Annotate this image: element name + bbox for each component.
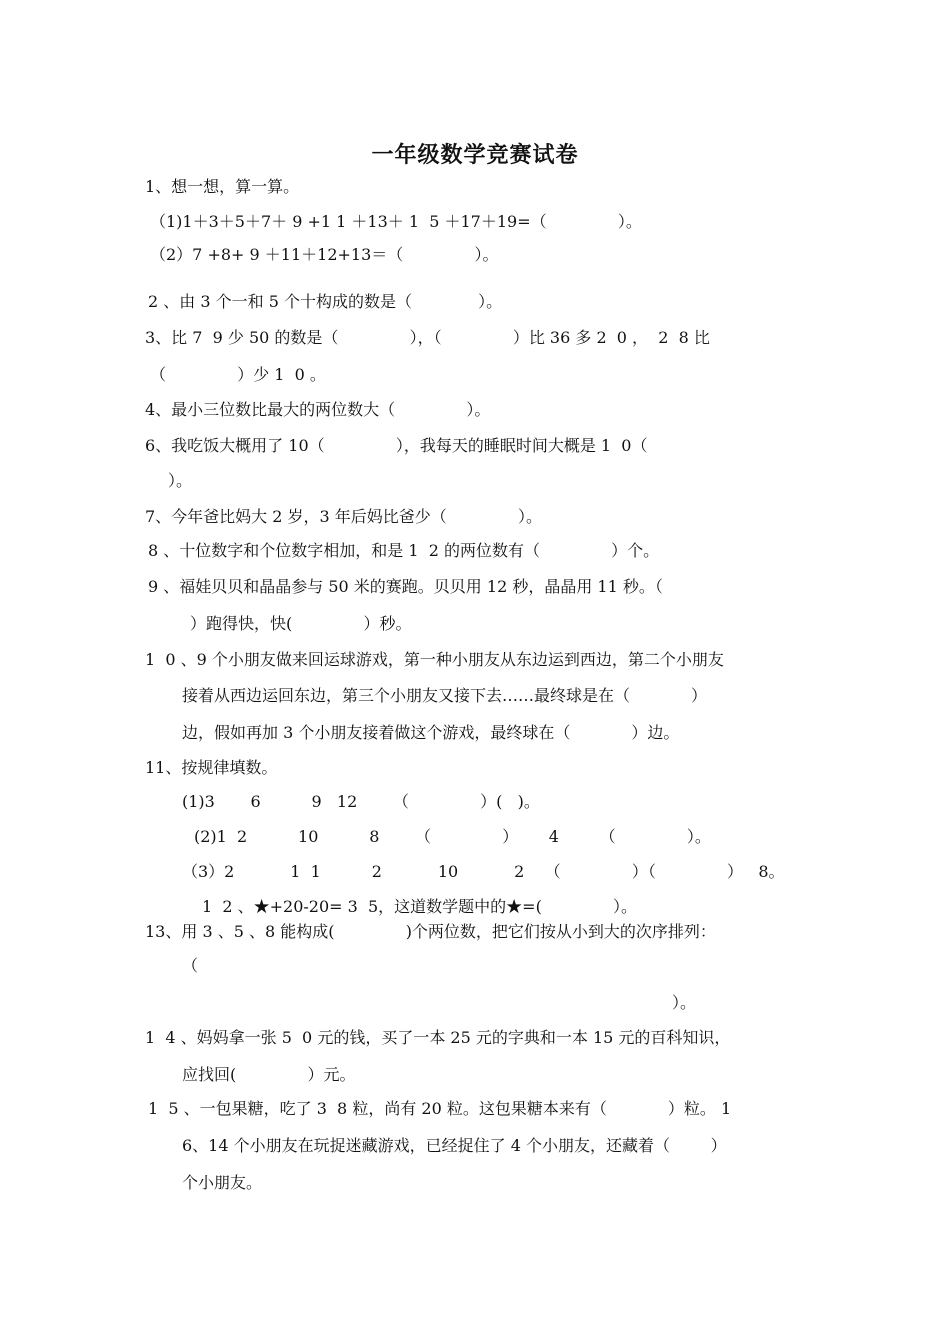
question-12: 1 2 、★+20-20= 3 5，这道数学题中的★=( ）。 — [202, 897, 638, 916]
question-1-part-2: （2）7 +8+ 9 ＋11＋12+13＝（ ）。 — [150, 245, 499, 264]
question-14-line-2: 应找回( ）元。 — [182, 1065, 356, 1084]
question-4: 4、最小三位数比最大的两位数大（ ）。 — [145, 400, 491, 419]
question-9-line-2: ）跑得快，快( ）秒。 — [190, 614, 412, 633]
question-1: 1、想一想，算一算。 — [145, 177, 300, 196]
question-13-line-2: （ — [182, 956, 199, 975]
page-title: 一年级数学竞赛试卷 — [371, 143, 579, 168]
question-11-part-1: (1)3 6 9 12 （ ）( )。 — [182, 792, 540, 811]
question-16-line-2: 个小朋友。 — [182, 1173, 263, 1192]
question-10-line-1: 1 0 、9 个小朋友做来回运球游戏，第一种小朋友从东边运到西边，第二个小朋友 — [145, 650, 724, 669]
question-10-line-3: 边，假如再加 3 个小朋友接着做这个游戏，最终球在（ ）边。 — [182, 723, 680, 742]
question-13-line-1: 13、用 3 、5 、8 能构成( )个两位数，把它们按从小到大的次序排列： — [145, 922, 716, 941]
question-10-line-2: 接着从西边运回东边，第三个小朋友又接下去……最终球是在（ ） — [182, 686, 708, 705]
question-15: 1 5 、一包果糖，吃了 3 8 粒，尚有 20 粒。这包果糖本来有（ ）粒。 1 — [148, 1099, 732, 1118]
question-2: 2 、由 3 个一和 5 个十构成的数是（ ）。 — [148, 292, 503, 311]
question-11: 11、按规律填数。 — [145, 758, 278, 777]
question-11-part-2: (2)1 2 10 8 （ ） 4 （ ）。 — [194, 827, 711, 846]
question-13-line-3: ）。 — [672, 993, 697, 1012]
question-1-part-1: （1)1＋3＋5＋7＋ 9 +1 1 ＋13＋ 1 5 ＋17＋19=（ ）。 — [150, 212, 642, 231]
question-14-line-1: 1 4 、妈妈拿一张 5 0 元的钱，买了一本 25 元的字典和一本 15 元的百科知识， — [145, 1028, 731, 1047]
question-6-line-1: 6、我吃饭大概用了 10（ ），我每天的睡眠时间大概是 1 0（ — [145, 436, 648, 455]
question-3-line-1: 3、比 7 9 少 50 的数是（ ），（ ）比 36 多 2 0 ， 2 8 比 — [145, 328, 710, 347]
question-6-line-2: ）。 — [168, 471, 193, 490]
question-3-line-2: （ ）少 1 0 。 — [150, 365, 326, 384]
question-9-line-1: 9 、福娃贝贝和晶晶参与 50 米的赛跑。贝贝用 12 秒，晶晶用 11 秒。（ — [148, 577, 663, 596]
question-11-part-3: （3）2 1 1 2 10 2 （ ）（ ） 8。 — [182, 862, 785, 881]
question-16-line-1: 6、14 个小朋友在玩捉迷藏游戏，已经捉住了 4 个小朋友，还藏着（ ） — [182, 1136, 727, 1155]
question-7: 7、今年爸比妈大 2 岁，3 年后妈比爸少（ ）。 — [145, 507, 543, 526]
question-8: 8 、十位数字和个位数字相加，和是 1 2 的两位数有（ ）个。 — [148, 541, 660, 560]
